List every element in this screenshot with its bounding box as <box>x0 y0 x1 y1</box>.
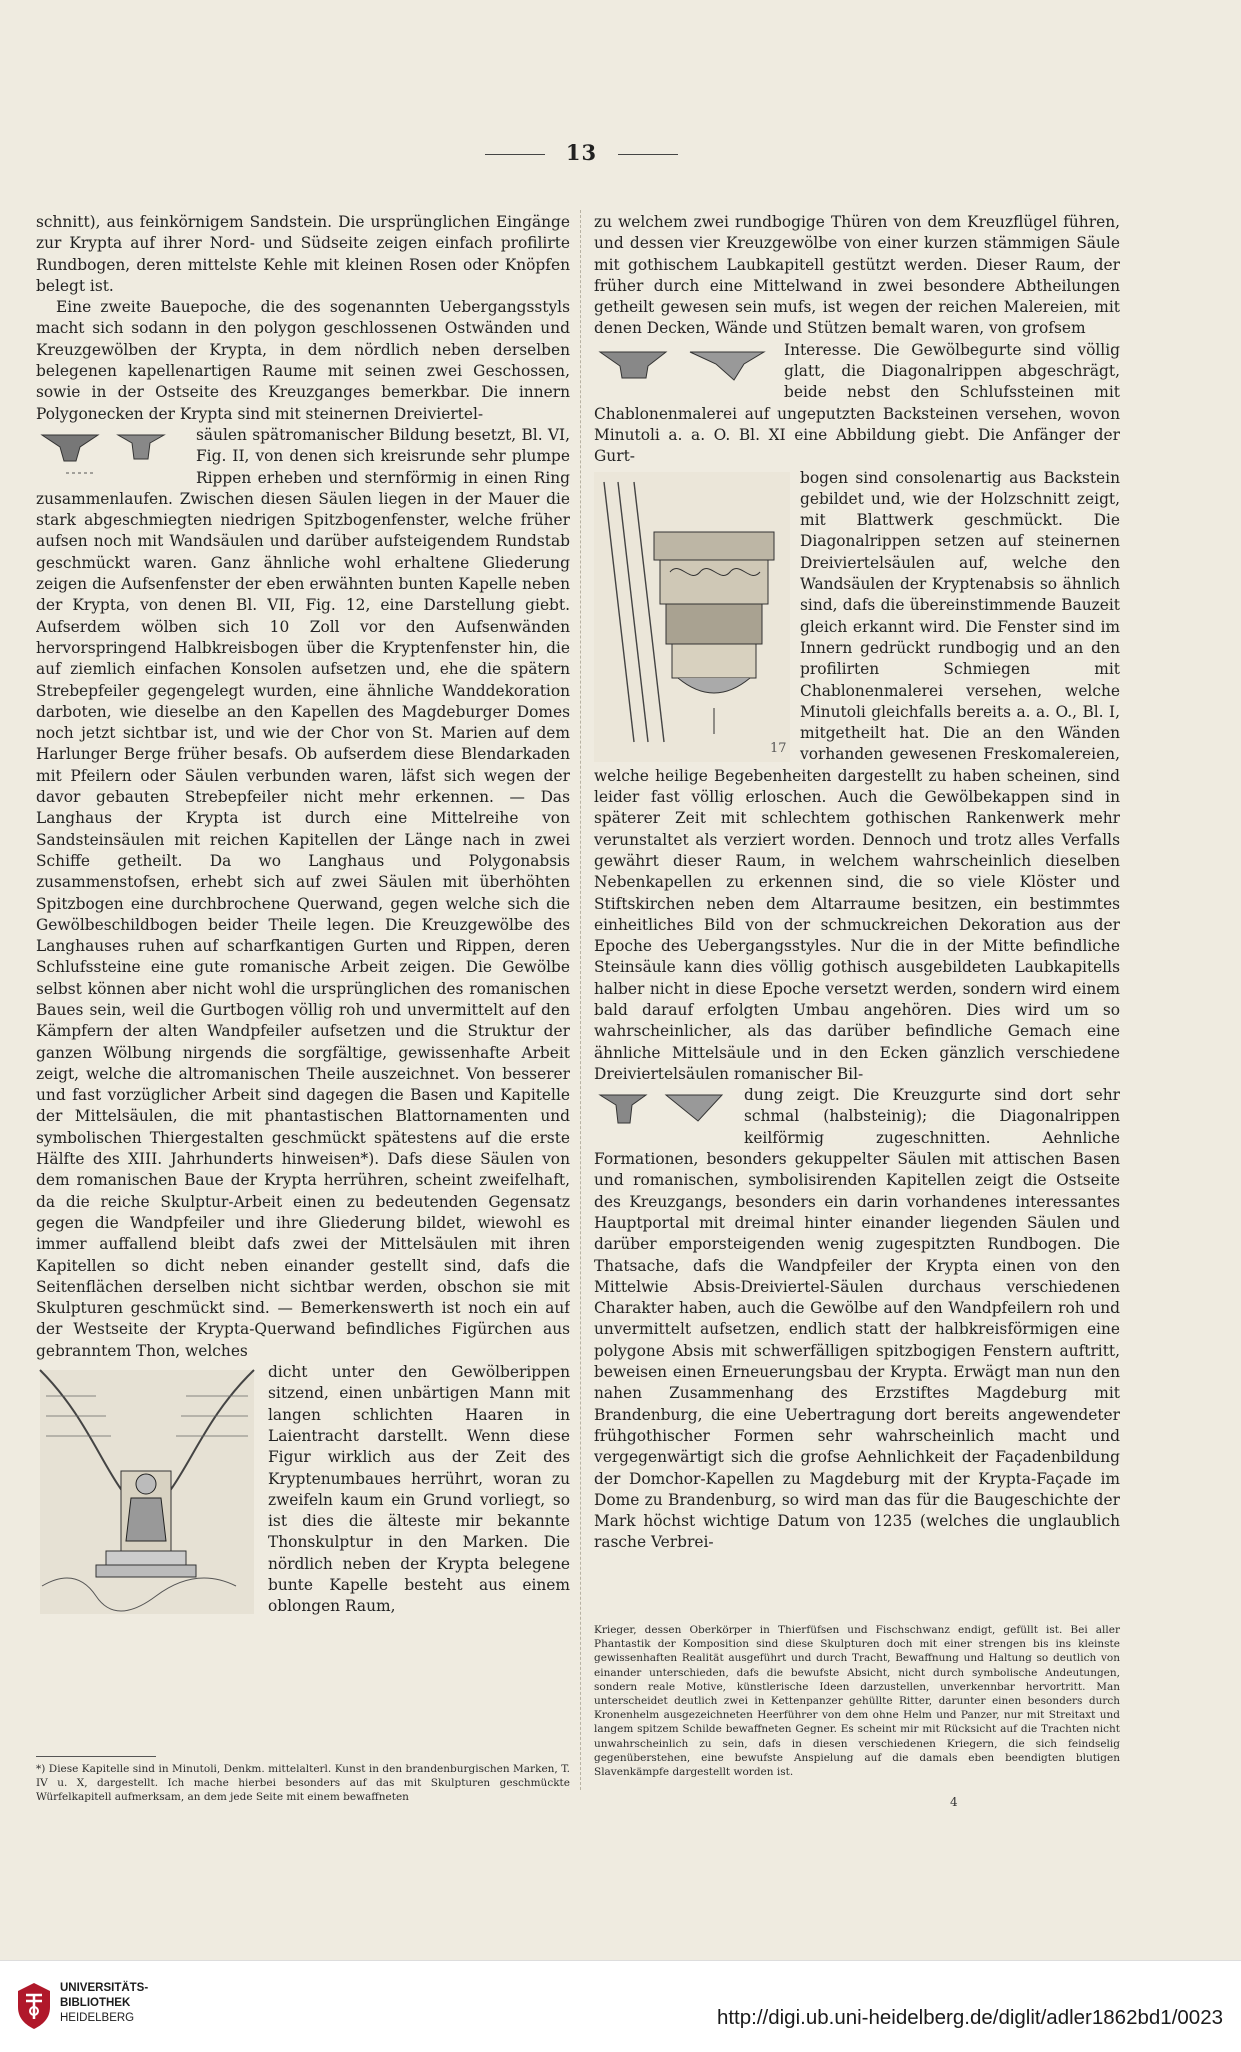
capital-profile-figure <box>36 429 186 483</box>
left-footnote <box>36 1756 570 1805</box>
page-header <box>0 140 1241 168</box>
header-rule-left <box>485 154 545 155</box>
console-capital-woodcut <box>594 472 790 762</box>
right-paragraph-4: dung zeigt. Die Kreuzgurte sind dort sehr schmal (halbsteinig); die Diagonalrippen keilförmig zugeschnitten. Aehnliche Formationen, besonders gekuppelter Säulen mit attischen Basen und romanischen, symbolisirenden Kapitellen zeigt die Ostseite des Kreuzgangs, besonders ein darin vorhandenes interessantes Hauptportal mit dreimal hinter einander liegenden Säulen und darüber emporsteigenden wenig zugespitzten Rundbogen. Die Thatsache, dafs die Wandpfeiler der Krypta einen von den Mittelwie Absis-Dreiviertel-Säulen durchaus verschiedenen Charakter haben, auch die Gewölbe auf den Wandpfeilern roh und unvermittelt aufsetzen, endlich statt der halbkreisförmigen eine polygone Absis mit schwerfälligen spitzbogigen Fenstern auftritt, beweisen einen Erneuerungsbau der Krypta. Erwägt man nun den nahen Zusammenhang des Erzstiftes Magdeburg mit Brandenburg, die eine Uebertragung dort bereits angewendeter frühgothischer Formen sehr wahrscheinlich macht und vergegenwärtigt sich die grofse Aehnlichkeit der Façadenbildung der Domchor-Kapellen zu Magdeburg mit der Krypta-Façade im Dome zu Brandenburg, so wird man das für die Baugeschichte der Mark höchst wichtige Datum von 1235 (welches die unglaublich rasche Verbrei- <box>594 1086 1120 1552</box>
right-footnote <box>594 1623 1120 1779</box>
left-paragraph-4: dicht unter den Gewölberippen sitzend, einen unbärtigen Mann mit langen schlichten Haaren in Laientracht darstellt. Wenn diese Figur wirklich aus der Zeit des Kryptenumbaues herrührt, woran zu zweifeln kaum ein Grund vorliegt, so ist dies die älteste mir bekannte Thonskulptur in den Marken. Die nördlich neben der Krypta belegene bunte Kapelle besteht aus einem oblongen Raum, <box>268 1363 570 1616</box>
right-paragraph-2: Interesse. Die Gewölbegurte sind völlig glatt, die Diagonalrippen abgeschrägt, beide nebst den Schlufssteinen mit Chablonenmalerei auf ungeputzten Backsteinen versehen, wovon Minutoli a. a. O. Bl. XI eine Abbildung giebt. Die Anfänger der Gurt- <box>594 340 1120 466</box>
library-name <box>60 1981 180 2026</box>
logo-line-1: UNIVERSITÄTS- <box>60 1982 149 1994</box>
margin-mark: 17 <box>770 740 787 756</box>
right-paragraph-1: zu welchem zwei rundbogige Thüren von dem Kreuzflügel führen, und dessen vier Kreuzgewölbe von einer kurzen stämmigen Säule mit gothischem Laubkapitell gestützt werden. Dieser Raum, der früher durch eine Mittelwand in zwei besondere Abtheilungen getheilt gewesen sein mufs, ist wegen der reichen Malereien, mit denen Decken, Wände und Stützen bemalt waren, von grofsem <box>594 213 1120 338</box>
logo-line-3: HEIDELBERG <box>60 2012 135 2024</box>
viewer-footer <box>0 1960 1241 2052</box>
left-paragraph-2: Eine zweite Bauepoche, die des sogenannten Uebergangsstyls macht sich sodann in den polygon geschlossenen Ostwänden und Kreuzgewölben der Krypta, in dem nördlich neben derselben belegenen kapellenartigen Raume mit seinen zwei Geschossen, sowie in der Ostseite des Kreuzganges bemerkbar. Die innern Polygonecken der Krypta sind mit steinernen Dreiviertel- <box>36 298 570 423</box>
seal-icon <box>14 1981 54 2031</box>
printer-signature: 4 <box>950 1795 958 1809</box>
clay-figurine-woodcut <box>36 1366 258 1618</box>
logo-line-2: BIBLIOTHEK <box>60 1997 131 2009</box>
right-footnote-text: Krieger, dessen Oberkörper in Thierfüfsen und Fischschwanz endigt, gefüllt ist. Bei aller Phantastik der Komposition sind diese Skulpturen doch mit einer strengen bis ins kleinste gewissenhaften Realität ausgeführt und durch Tracht, Bewaffnung und Haltung so deutlich von einander unterschieden, dafs die bewufste Absicht, nicht durch symbolische Andeutungen, sondern reale Motive, künstlerische Ideen darzustellen, unverkennbar hervortritt. Man unterscheidet deutlich zwei in Kettenpanzer gehüllte Ritter, darunter einen besonders durch Kronenhelm ausgezeichneten Heerführer von dem ohne Helm und Panzer, nur mit Streitaxt und langem spitzem Schilde bewaffneten Gegner. Es scheint mir mit Rücksicht auf die Trachten nicht unwahrscheinlich zu sein, dafs in diesen verschiedenen Kriegern, die sich feindselig gegenüberstehen, eine bewufste Anspielung auf die damals eben beendigten blutigen Slavenkämpfe dargestellt worden ist. <box>594 1624 1120 1779</box>
right-paragraph-3: bogen sind consolenartig aus Backstein gebildet und, wie der Holzschnitt zeigt, mit Blattwerk geschmückt. Die Diagonalrippen setzen auf steinernen Dreiviertelsäulen auf, welche den Wandsäulen der Kryptenabsis so ähnlich sind, dafs die übereinstimmende Bauzeit gleich erkannt wird. Die Fenster sind im Innern gedrückt rundbogig und an den profilirten Schmiegen mit Chablonenmalerei versehen, welche Minutoli gleichfalls bereits a. a. O., Bl. I, mitgetheilt hat. Die an den Wänden vorhanden gewesenen Freskomalereien, welche heilige Begebenheiten dargestellt zu haben scheinen, sind leider fast völlig erloschen. Auch die Gewölbekappen sind in späterer Zeit mit schlechtem gothischen Rankenwerk mehr verunstaltet als verziert worden. Dennoch und trotz alles Verfalls gewährt dieser Raum, in welchem wahrscheinlich dieselben Nebenkapellen zu erkennen sind, die so viele Klöster und Stiftskirchen neben dem Altarraume besitzen, ein bestimmtes einheitliches Bild von der schmuckreichen Dekoration aus der Epoche des Uebergangsstyles. Nur die in der Mitte befindliche Steinsäule kann dies völlig gothisch ausgebildeten Laubkapitells halber nicht in diese Epoche versetzt werden, sondern wird einem bald darauf erfolgten Umbau angehören. Dies wird um so wahrscheinlicher, als das darüber befindliche Gemach eine ähnliche Mittelsäule und in den Ecken gänzlich verschiedene Dreiviertelsäulen romanischer Bil- <box>594 468 1120 1083</box>
page-number: 13 <box>565 140 598 165</box>
left-paragraph-1: schnitt), aus feinkörnigem Sandstein. Die ursprünglichen Eingänge zur Krypta auf ihrer Nord- und Südseite zeigen einfach profilirte Rundbogen, deren mittelste Kehle mit kleinen Rosen oder Knöpfen belegt ist. <box>36 213 570 295</box>
left-footnote-text: *) Diese Kapitelle sind in Minutoli, Denkm. mittelalterl. Kunst in den brandenburgischen Marken, T. IV u. X, dargestellt. Ich mache hierbei besonders auf das mit Skulpturen geschmückte Würfelkapitell aufmerksam, an dem jede Seite mit einem bewaffneten <box>36 1763 570 1804</box>
right-column <box>594 212 1120 1782</box>
rib-profile-figure-2 <box>594 1089 734 1135</box>
left-column <box>36 212 570 1782</box>
left-paragraph-3: säulen spätromanischer Bildung besetzt, Bl. VI, Fig. II, von denen sich kreisrunde sehr plumpe Rippen erheben und sternförmig in einen Ring zusammenlaufen. Zwischen diesen Säulen liegen in der Mauer die stark abgeschmiegten niedrigen Spitzbogenfenster, welche früher aufsen noch mit Wandsäulen und darüber aufsteigendem Rundstab geschmückt waren. Ganz ähnliche wohl erhaltene Gliederung zeigen die Aufsenfenster der eben erwähnten bunten Kapelle neben der Krypta, von denen Bl. VII, Fig. 12, eine Darstellung giebt. Aufserdem wölben sich 10 Zoll vor den Aufsenwänden hervorspringend Halbkreisbogen über die Kryptenfenster hin, die auf ziemlich einfachen Konsolen aufsetzen und, ehe die spätern Strebepfeiler gegengelegt wurden, eine ähnliche Wanddekoration darboten, wie dieselbe an den Kapellen des Magdeburger Domes noch jetzt sichtbar ist, und wie der Chor von St. Marien auf dem Harlunger Berge früher besafs. Ob aufserdem diese Blendarkaden mit Pfeilern oder Säulen verbunden waren, läfst sich wegen der davor gebauten Strebepfeiler nicht mehr erkennen. — Das Langhaus der Krypta ist durch eine Mittelreihe von Sandsteinsäulen mit reichen Kapitellen der Länge nach in zwei Schiffe getheilt. Da wo Langhaus und Polygonabsis zusammenstofsen, erhebt sich auf zwei Säulen mit überhöhten Spitzbogen eine durchbrochene Querwand, gegen welche sich die Gewölbeschildbogen beider Theile legen. Die Kreuzgewölbe des Langhauses ruhen auf scharfkantigen Gurten und Rippen, deren Schlufssteine eine gute romanische Arbeit zeigen. Die Gewölbe selbst können aber nicht wohl die ursprünglichen des romanischen Baues sein, weil die Gurtbogen völlig roh und unvermittelt auf den Kämpfern der alten Wandpfeiler aufsetzen und die Struktur der ganzen Wölbung nirgends die sorgfältige, gewissenhafte Arbeit zeigt, welche die altromanischen Theile auszeichnet. Von besserer und fast vorzüglicher Arbeit sind dagegen die Basen und Kapitelle der Mittelsäulen, die mit phantastischen Blattornamenten und symbolischen Thiergestalten geschmückt spätestens auf die erste Hälfte des XIII. Jahrhunderts hinweisen*). Dafs diese Säulen von dem romanischen Baue der Krypta herrühren, scheint zweifelhaft, da die reiche Skulptur-Arbeit einen zu bedeutenden Gegensatz gegen die Wandpfeiler und ihre Gliederung bildet, wiewohl es immer auffallend bleibt dafs zwei der Mittelsäulen mit ihren Kapitellen so dicht neben einander gestellt sind, dafs die Seitenflächen derselben nicht sichtbar werden, obschon sie mit Skulpturen geschmückt sind. — Bemerkenswerth ist noch ein auf der Westseite der Krypta-Querwand befindliches Figürchen aus gebranntem Thon, welches <box>36 425 570 1360</box>
footnote-separator <box>36 1756 156 1757</box>
library-logo[interactable] <box>14 1981 174 2033</box>
permalink-url[interactable]: http://digi.ub.uni-heidelberg.de/diglit/adler1862bd1/0023 <box>716 2006 1223 2029</box>
header-rule-right <box>618 154 678 155</box>
column-divider <box>580 210 581 1790</box>
rib-profile-figure <box>594 344 774 396</box>
